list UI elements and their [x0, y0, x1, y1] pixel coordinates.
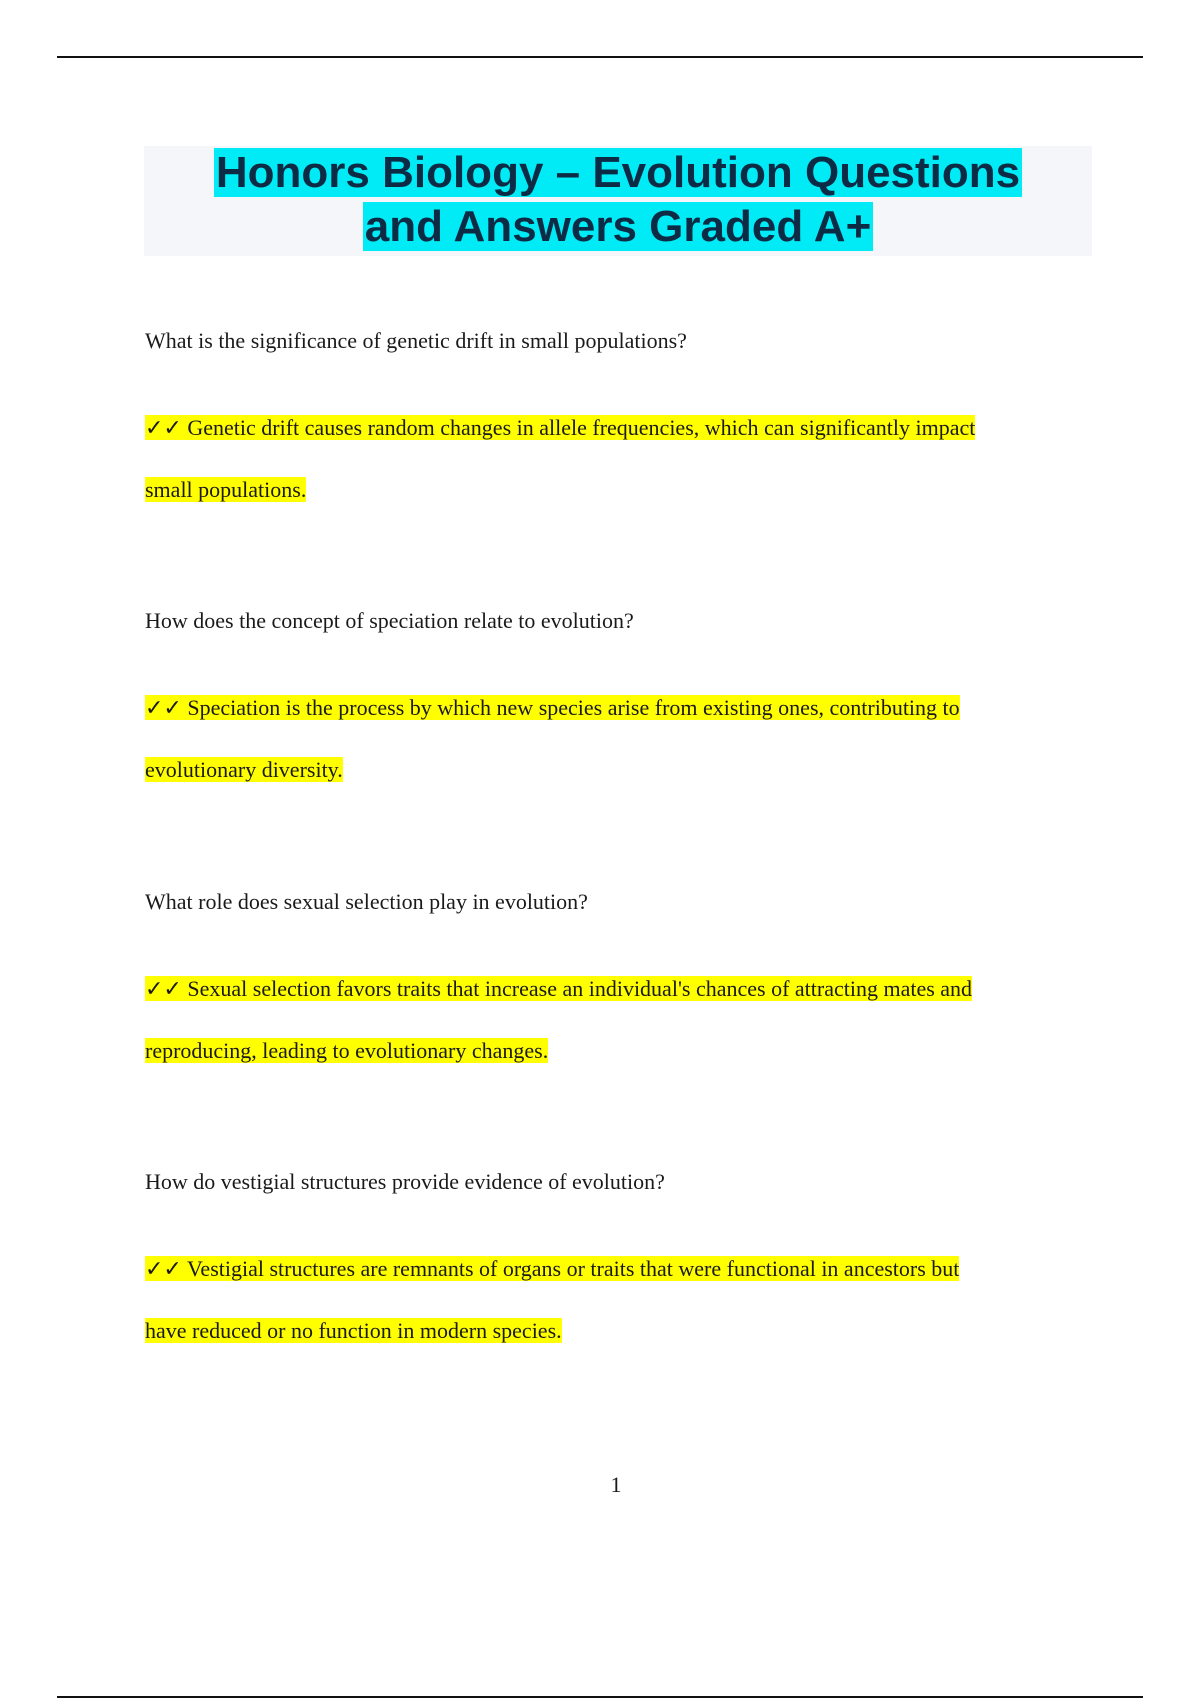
bottom-rule: [57, 1696, 1143, 1698]
question-text: What is the significance of genetic drift in small populations?: [145, 328, 687, 353]
answer-text: ✓✓ Genetic drift causes random changes in allele frequencies, which can significantly impact small populations.: [145, 415, 976, 502]
checkmark-icon: ✓✓: [145, 977, 182, 1002]
top-rule: [57, 56, 1143, 58]
question-text: What role does sexual selection play in evolution?: [145, 889, 588, 914]
question-text: How does the concept of speciation relate to evolution?: [145, 608, 634, 633]
qa-item-4: [145, 1168, 1085, 1361]
question-text: How do vestigial structures provide evidence of evolution?: [145, 1169, 665, 1194]
qa-item-1: [145, 327, 1085, 520]
qa-item-3: [145, 888, 1085, 1081]
answer-text: ✓✓ Vestigial structures are remnants of organs or traits that were functional in ancestors but have reduced or no function in modern species.: [145, 1256, 960, 1343]
qa-item-2: [145, 607, 1085, 800]
title-line-2: and Answers Graded A+: [364, 202, 872, 251]
checkmark-icon: ✓✓: [145, 696, 182, 721]
page-number: 1: [610, 1472, 622, 1497]
checkmark-icon: ✓✓: [145, 1257, 182, 1282]
answer-text: ✓✓ Sexual selection favors traits that increase an individual's chances of attracting mates and reproducing, leading to evolutionary changes.: [145, 976, 973, 1063]
title-block: [144, 146, 1092, 256]
checkmark-icon: ✓✓: [145, 416, 182, 441]
answer-text: ✓✓ Speciation is the process by which new species arise from existing ones, contributing to evolutionary diversity.: [145, 695, 960, 782]
title-line-1: Honors Biology – Evolution Questions: [215, 148, 1021, 197]
